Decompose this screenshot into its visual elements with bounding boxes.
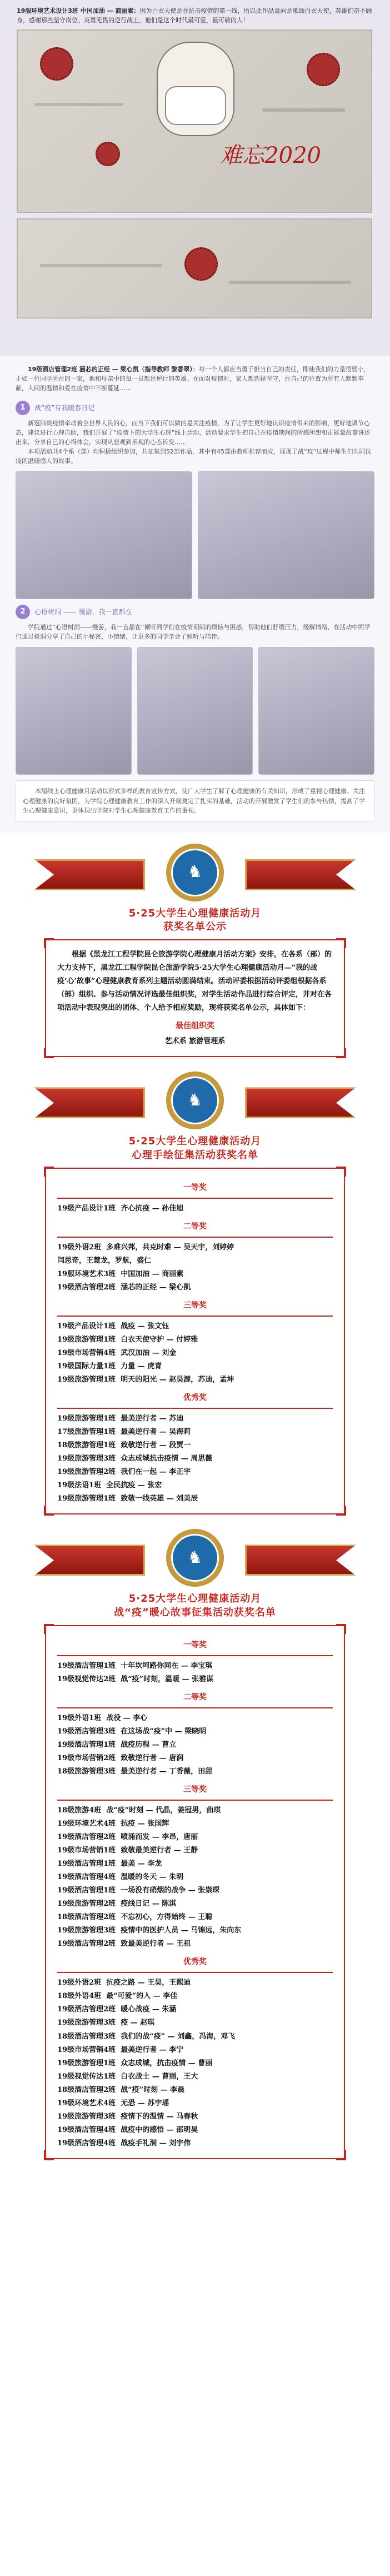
section-2-body: 学院通过“心语树洞——慢游，我一直都在”倾听同学们在疫情期间的烦恼与困惑，帮助他们舒缓压力，缓解情绪，在活动中同学们通过树洞分享了自己的小秘密、小情绪，让更多的同学学会了倾听与陪伴。	[16, 624, 371, 641]
award-board-1	[45, 844, 345, 1058]
board-title	[45, 907, 345, 934]
award-board-3	[45, 1529, 345, 2159]
ribbon-wing-right	[245, 1087, 356, 1118]
award-entry: 19级外语1班 战役 — 李心	[57, 1713, 148, 1722]
section-1-body-2: 本项活动共4个系（部）均积极组织参加，共征集到52部作品，其中有45部由教师推荐而成，展现了战“疫”过程中师生们共同抗疫的温暖感人的故事。	[16, 448, 372, 465]
award-entry: 19级产品设计1班 齐心抗疫 — 孙佳旭	[57, 1204, 184, 1213]
horse-icon: ♞	[171, 1534, 219, 1582]
section-1-body: 新冠肺炎疫情牵动着全世界人民的心，而当下我们可以做的是关注疫情，为了让学生更好地认识疫情带来的影响，更好地调节心态，建议进行心理自助，我们开展了“疫情下的大学生心理”线上活动，活动要求学生把自己在疫情期间的所感所想和正能量故事讲述出来，分享自己的心得体会，实现从悲观到乐观的心态转变……	[16, 420, 371, 446]
award-winners: 艺术系 旅游管理系	[164, 1037, 226, 1046]
board-title-line-1: 5·25大学生心理健康活动月	[128, 1593, 262, 1605]
award-entry: 19级旅游管理2班 疫线日记 — 陈淇	[57, 1900, 177, 1909]
award-heading: 最佳组织奖	[176, 1022, 214, 1031]
story-1-body: 每一个人都应当勇于担当自己的责任，即使我们的力量很弱小，正如一位同学所在的一家，他和母亲中的每一员都是逆行的英雄。在面对疫情时，家人都选择坚守，在自己的位置为所有人默默奉献，人间的温情和爱在疫情中不断蔓延……	[16, 366, 370, 392]
artwork-caption	[17, 7, 373, 25]
section-title: 心语树洞 —— 慢游，我一直都在	[34, 608, 132, 616]
ribbon-banner	[45, 1072, 345, 1133]
section-heading-1	[16, 401, 374, 415]
award-entry: 19级市场营销4班 最美逆行者 — 李宁	[57, 2045, 184, 2054]
poster-doodle	[229, 281, 351, 284]
divider	[57, 1707, 333, 1708]
awards-section	[0, 833, 390, 2170]
ribbon-wing-left	[34, 1544, 145, 1576]
award-entry: 19服环境艺术3班 中国加油 — 商丽素	[57, 1269, 184, 1278]
board-title-line-1: 5·25大学生心理健康活动月	[128, 907, 262, 919]
board-title-line-2: 获奖名单公示	[163, 920, 227, 933]
divider	[57, 1237, 333, 1238]
story-photo	[137, 647, 253, 775]
poster-doodle	[262, 108, 346, 112]
artwork-caption-lead: 19服环境艺术设计3班 中国加油 — 商丽素：	[17, 7, 140, 14]
award-entry: 19级视觉传达2班 战“疫”时刻，温暖 — 张雅谋	[57, 1675, 214, 1683]
award-entry: 19级酒店管理4班 温暖的冬天 — 朱明	[57, 1873, 184, 1882]
award-entry: 18级外语4班 最“可爱”的人 — 李佳	[57, 1992, 178, 2001]
award-entry: 18级旅游管理1班 致敬逆行者 — 段贾一	[57, 1441, 191, 1450]
award-rank-heading: 一等奖	[183, 1183, 207, 1192]
story-1-lead: 19级酒店管理2班 涵芯的正经 — 梁心凯（指导教师 黎香翠）：	[28, 366, 199, 373]
photo-row	[16, 647, 374, 775]
award-entry: 19级视觉传达1班 白衣战士 — 曹丽，王大	[57, 2072, 198, 2081]
photo-row	[16, 471, 374, 599]
board-panel	[45, 1168, 345, 1514]
virus-icon	[307, 53, 340, 86]
award-entry: 19级市场营销4班 武汉加油 — 刘金	[57, 1348, 177, 1357]
virus-icon	[96, 142, 120, 166]
award-entry: 19级旅游管理1班 致敬一线英雄 — 刘美辰	[57, 1494, 198, 1503]
board-title-line-1: 5·25大学生心理健康活动月	[128, 1135, 262, 1148]
award-entry: 19级法语1班 全民抗疫 — 张宏	[57, 1481, 162, 1490]
award-entry: 19级酒店管理4班 战疫中的感悟 — 邵明昊	[57, 2125, 198, 2134]
section-number-badge: 1	[16, 401, 30, 415]
award-entry: 19级旅游管理3班 疫情中的医护人员 — 马锦远，朱向东	[57, 1926, 242, 1935]
award-entry: 19级旅游管理1班 众志成城，抗击疫情 — 曹丽	[57, 2059, 213, 2067]
story-1	[16, 365, 374, 393]
stories-section	[0, 356, 390, 833]
divider	[57, 1800, 333, 1801]
summary-note-text: 本届线上心理健康月活动以形式多样的教育宣传方式，使广大学生了解了心理健康的有关知识，形成了重视心理健康、关注心理健康的良好氛围，为学院心理健康教育工作的深入开展奠定了扎实的基础，活动的开展激发了学生们的参与热情，提高了学生心理健康意识，更体现出学院对学生心理健康教育工作的重视。	[23, 788, 365, 814]
award-entry: 19级旅游管理3班 疫情下的温情 — 马春秋	[57, 2112, 198, 2121]
award-entry: 19级酒店管理2班 暖心战疫 — 朱涵	[57, 2005, 177, 2014]
award-entry: 19级国际力量1班 力量 — 虎青	[57, 1362, 162, 1371]
story-photo	[258, 647, 374, 775]
board-panel	[45, 1625, 345, 2159]
story-photo	[198, 471, 374, 599]
award-entry: 18级旅游4班 战“疫”时刻 — 代晶，姜冠男，曲琪	[57, 1806, 221, 1815]
award-entry: 19级旅游管理2班 我们在一起 — 李正宇	[57, 1468, 191, 1477]
poster-mask	[165, 86, 226, 125]
summary-note	[16, 780, 374, 821]
award-entry: 19级酒店管理2班 喷涌而发 — 李昂，唐丽	[57, 1833, 198, 1842]
board-title-line-2: 心理手绘征集活动获奖名单	[132, 1149, 258, 1161]
divider	[57, 1972, 333, 1973]
award-entry: 19级市场营销1班 致敬最美逆行者 — 王静	[57, 1846, 198, 1855]
poster-doodle	[34, 103, 123, 106]
award-entry: 18级酒店管理3班 我们的战“疫” — 刘鑫，冯海，邓飞	[57, 2032, 236, 2041]
board-title-line-2: 战“疫”暖心故事征集活动获奖名单	[114, 1606, 276, 1618]
award-entry: 19级旅游管理3班 疫 — 赵琪	[57, 2019, 155, 2027]
award-entry: 19级产品设计1班 战疫 — 张文钰	[57, 1322, 169, 1331]
award-entry: 19级旅游管理1班 最美逆行者 — 苏迪	[57, 1414, 184, 1423]
award-entry: 17级旅游管理1班 最美逆行者 — 吴海莉	[57, 1428, 191, 1437]
award-entry: 19级环境艺术4班 无恐 — 苏宇瑶	[57, 2099, 169, 2107]
ribbon-banner	[45, 844, 345, 905]
section-number-badge: 2	[16, 605, 30, 619]
award-entry: 18级酒店管理2班 不忘初心，方得始终 — 王聪	[57, 1913, 213, 1922]
award-entry: 18级旅游管理3班 最美逆行者 — 丁香薇，田甜	[57, 1767, 213, 1776]
divider	[57, 1316, 333, 1317]
award-entry: 19级酒店管理1班 战疫历程 — 曹立	[57, 1740, 177, 1749]
virus-icon	[184, 247, 218, 281]
award-entry: 19级酒店管理1班 十年坎坷路你同在 — 李宝琪	[57, 1661, 213, 1670]
horse-icon: ♞	[171, 1077, 219, 1124]
medal-emblem	[166, 1529, 224, 1587]
award-rank-heading: 三等奖	[183, 1785, 207, 1795]
story-photo	[16, 471, 192, 599]
award-entry: 19级酒店管理2班 涵芯的正经 — 梁心凯	[57, 1283, 191, 1292]
award-entry: 19级旅游管理1班 明天的阳光 — 赵昊源，苏迪，孟坤	[57, 1376, 234, 1384]
virus-icon	[40, 47, 73, 81]
section-heading-2	[16, 605, 374, 619]
board-panel	[45, 939, 345, 1057]
award-entry: 19级市场营销2班 致敬逆行者 — 唐润	[57, 1753, 184, 1762]
award-rank-heading: 二等奖	[183, 1222, 207, 1231]
ribbon-wing-left	[34, 1087, 145, 1118]
award-entry: 19级酒店管理4班 战疫手礼洞 — 刘宇伟	[57, 2139, 191, 2148]
section-title: 战“疫”有我暖春日记	[34, 403, 95, 412]
award-rank-heading: 优秀奖	[183, 1957, 207, 1967]
award-rank-heading: 二等奖	[183, 1692, 207, 1702]
award-rank-heading: 三等奖	[183, 1301, 207, 1310]
award-entry: 19级酒店管理1班 一场没有硝烟的战争 — 张崇琛	[57, 1886, 220, 1895]
ribbon-banner	[45, 1529, 345, 1590]
award-entry: 19级外语2班 多难兴邦，共克时难 — 吴天宇，刘婷婷	[57, 1243, 234, 1252]
board-notice: 根据《黑龙江工程学院昆仑旅游学院心理健康月活动方案》安排，在各系（部）的大力支持下，黑龙江工程学院昆仑旅游学院5·25大学生心理健康活动月—“我的战疫‘心’故事”心理健康教育系列主题活动圆满结束。活动评委根据活动评委组根据各系（部）组织、参与活动情况评选最佳组织奖，对学生活动作品进行综合评定，并对在各项活动中表现突出的团体、个人给予相应奖励，现将获奖名单公示，具体如下：	[57, 950, 332, 1013]
artwork-section	[0, 0, 390, 356]
award-entry: 19级酒店管理1班 最美 — 李龙	[57, 1860, 162, 1869]
horse-icon: ♞	[171, 849, 219, 896]
award-entry: 19级环境艺术4班 抗疫 — 张国辉	[57, 1819, 169, 1828]
medal-emblem	[166, 844, 224, 901]
ribbon-wing-right	[245, 859, 356, 890]
divider	[57, 1408, 333, 1409]
award-entry: 18级酒店管理2班 战“疫”时刻 — 李晨	[57, 2085, 185, 2094]
artwork-poster-image-2	[17, 218, 372, 318]
medal-emblem	[166, 1072, 224, 1129]
award-entry: 19级酒店管理3班 在这场战“疫”中 — 梁晓明	[57, 1727, 207, 1736]
award-entry: 19级外语2班 抗疫之路 — 王昊，王熙迪	[57, 1979, 191, 1987]
poster-script-text: 难忘2020	[220, 143, 321, 168]
poster-doodle	[40, 264, 162, 267]
award-entry: 闫思奇，王慧龙，罗航，盛仁	[57, 1256, 152, 1265]
story-photo	[16, 647, 132, 775]
ribbon-wing-left	[34, 859, 145, 890]
artwork-caption-body: 因为白衣天使是在抗击疫情的第一线，所以此作品意向是歌颂白衣天使，英雄们奋不顾身，感谢那些坚守岗位、英勇无畏的逆行战士，他们是这个时代最可爱，最可敬的人！	[17, 7, 372, 24]
award-entry: 19级旅游管理1班 白衣天使守护 — 付婷雅	[57, 1335, 198, 1344]
award-rank-heading: 优秀奖	[183, 1393, 207, 1403]
divider	[57, 1198, 333, 1199]
award-entry: 19级酒店管理2班 致最美逆行者 — 王祖	[57, 1940, 191, 1949]
board-title	[45, 1592, 345, 1620]
artwork-poster-image	[17, 29, 372, 213]
award-board-2	[45, 1072, 345, 1514]
award-rank-heading: 一等奖	[183, 1640, 207, 1650]
board-title	[45, 1135, 345, 1162]
award-entry: 19级旅游管理3班 众志成城抗击疫情 — 周思薇	[57, 1454, 213, 1463]
divider	[57, 1655, 333, 1656]
ribbon-wing-right	[245, 1544, 356, 1576]
